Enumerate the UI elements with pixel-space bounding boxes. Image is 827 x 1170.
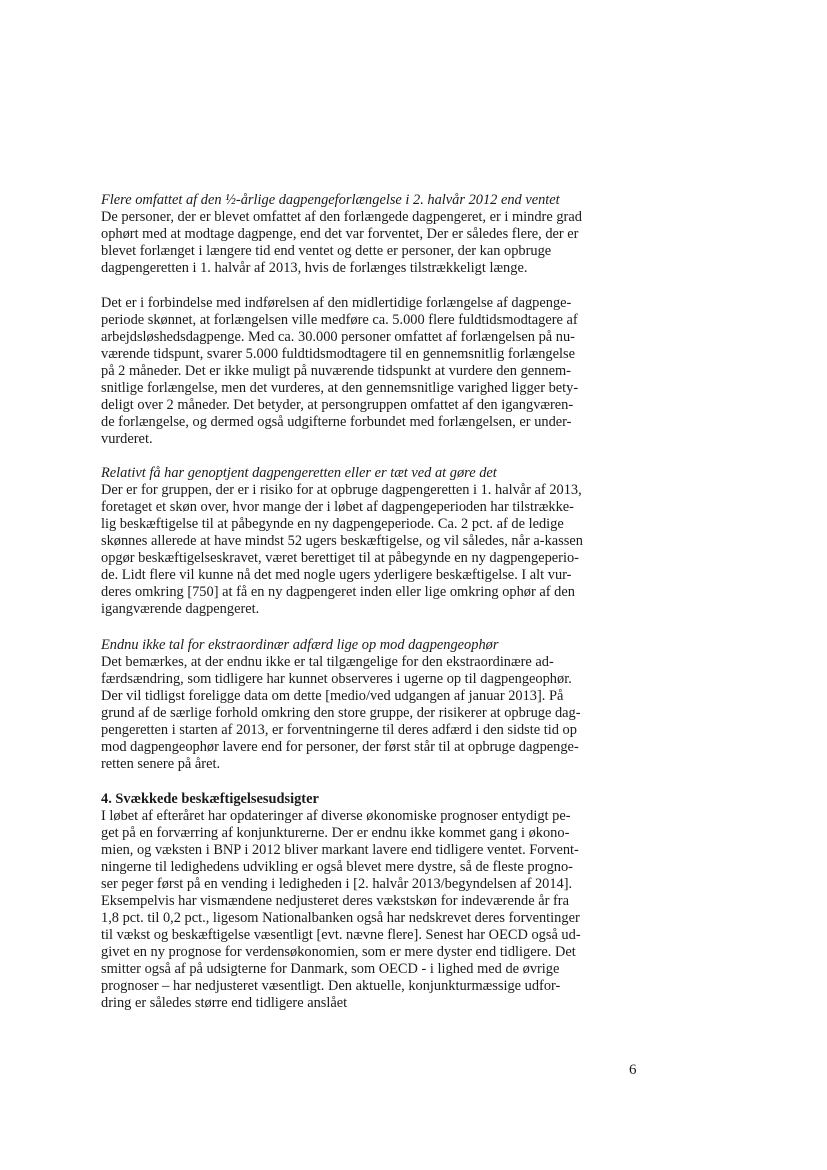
paragraph-line: ningerne til ledighedens udvikling er også blevet mere dystre, så de fleste progno- (101, 859, 573, 875)
paragraph-line: værende tidspunt, svarer 5.000 fuldtidsmodtagere til en gennemsnitlig forlængelse (101, 346, 575, 362)
page-number: 6 (629, 1062, 637, 1078)
document-body (101, 192, 601, 1032)
paragraph-line: lig beskæftigelse til at påbegynde en ny dagpengeperiode. Ca. 2 pct. af de ledige (101, 516, 564, 532)
paragraph-line: Det er i forbindelse med indførelsen af den midlertidige forlængelse af dagpenge- (101, 295, 572, 311)
paragraph-line: skønnes allerede at have mindst 52 ugers beskæftigelse, og vil således, når a-kassen (101, 533, 583, 549)
paragraph-line: pengeretten i starten af 2013, er forventningerne til deres adfærd i den sidste tid op (101, 722, 577, 738)
paragraph-line: Eksempelvis har vismændene nedjusteret deres vækstskøn for indeværende år fra (101, 893, 569, 909)
section-heading: Flere omfattet af den ½-årlige dagpengeforlængelse i 2. halvår 2012 end ventet (101, 192, 560, 208)
paragraph-line: opgør beskæftigelseskravet, været berettiget til at påbegynde en ny dagpengeperio- (101, 550, 579, 566)
paragraph-line: De personer, der er blevet omfattet af den forlængede dagpengeret, er i mindre grad (101, 209, 582, 225)
paragraph-line: foretaget et skøn over, hvor mange der i løbet af dagpengeperioden har tilstrække- (101, 499, 574, 515)
section-heading: Endnu ikke tal for ekstraordinær adfærd lige op mod dagpengeophør (101, 637, 499, 653)
paragraph-line: deligt over 2 måneder. Det betyder, at persongruppen omfattet af den igangværen- (101, 397, 574, 413)
paragraph-line: dring er således større end tidligere anslået (101, 995, 348, 1011)
paragraph-line: grund af de særlige forhold omkring den store gruppe, der risikerer at opbruge dag- (101, 705, 581, 721)
section-0 (101, 192, 601, 277)
section-1 (101, 295, 601, 448)
paragraph-line: blevet forlænget i længere tid end ventet og dette er personer, der kan opbruge (101, 243, 552, 259)
paragraph-line: Det bemærkes, at der endnu ikke er tal tilgængelige for den ekstraordinære ad- (101, 654, 554, 670)
section-heading: 4. Svækkede beskæftigelsesudsigter (101, 791, 319, 807)
paragraph-line: get på en forværring af konjunkturerne. Der er endnu ikke kommet gang i økono- (101, 825, 570, 841)
paragraph-line: I løbet af efteråret har opdateringer af diverse økonomiske prognoser entydigt pe- (101, 808, 571, 824)
paragraph-line: dagpengeretten i 1. halvår af 2013, hvis de forlænges tilstrækkeligt længe. (101, 260, 528, 276)
section-2 (101, 465, 601, 618)
section-4 (101, 791, 601, 1012)
paragraph-line: til vækst og beskæftigelse væsentligt [evt. nævne flere]. Senest har OECD også ud- (101, 927, 581, 943)
paragraph-line: 1,8 pct. til 0,2 pct., ligesom Nationalbanken også har nedskrevet deres forventinger (101, 910, 580, 926)
paragraph-line: mien, og væksten i BNP i 2012 bliver markant lavere end tidligere ventet. Forvent- (101, 842, 579, 858)
paragraph-line: smitter også af på udsigterne for Danmark, som OECD - i lighed med de øvrige (101, 961, 560, 977)
paragraph-line: deres omkring [750] at få en ny dagpengeret inden eller lige omkring ophør af den (101, 584, 575, 600)
paragraph-line: ophørt med at modtage dagpenge, end det var forventet, Der er således flere, der er (101, 226, 579, 242)
paragraph-line: periode skønnet, at forlængelsen ville medføre ca. 5.000 flere fuldtidsmodtagere af (101, 312, 578, 328)
paragraph-line: arbejdsløshedsdagpenge. Med ca. 30.000 personer omfattet af forlængelsen på nu- (101, 329, 575, 345)
paragraph-line: ser peger først på en vending i ledigheden i [2. halvår 2013/begyndelsen af 2014]. (101, 876, 573, 892)
section-3 (101, 637, 601, 773)
paragraph-line: på 2 måneder. Det er ikke muligt på nuværende tidspunkt at vurdere den gennem- (101, 363, 571, 379)
paragraph-line: Der vil tidligst foreligge data om dette [medio/ved udgangen af januar 2013]. På (101, 688, 564, 704)
paragraph-line: snitlige forlængelse, men det vurderes, at den gennemsnitlige varighed ligger bety- (101, 380, 579, 396)
paragraph-line: Der er for gruppen, der er i risiko for at opbruge dagpengeretten i 1. halvår af 2013, (101, 482, 582, 498)
section-heading: Relativt få har genoptjent dagpengeretten eller er tæt ved at gøre det (101, 465, 497, 481)
paragraph-line: mod dagpengeophør lavere end for personer, der først står til at opbruge dagpenge- (101, 739, 579, 755)
paragraph-line: de. Lidt flere vil kunne nå det med nogle ugers yderligere beskæftigelse. I alt vur- (101, 567, 572, 583)
paragraph-line: igangværende dagpengeret. (101, 601, 260, 617)
paragraph-line: retten senere på året. (101, 756, 221, 772)
paragraph-line: prognoser – har nedjusteret væsentligt. Den aktuelle, konjunkturmæssige udfor- (101, 978, 561, 994)
paragraph-line: færdsændring, som tidligere har kunnet observeres i ugerne op til dagpengeophør. (101, 671, 572, 687)
paragraph-line: vurderet. (101, 431, 153, 447)
paragraph-line: de forlængelse, og dermed også udgifterne forbundet med forlængelsen, er under- (101, 414, 572, 430)
paragraph-line: givet en ny prognose for verdensøkonomien, som er mere dyster end tidligere. Det (101, 944, 576, 960)
